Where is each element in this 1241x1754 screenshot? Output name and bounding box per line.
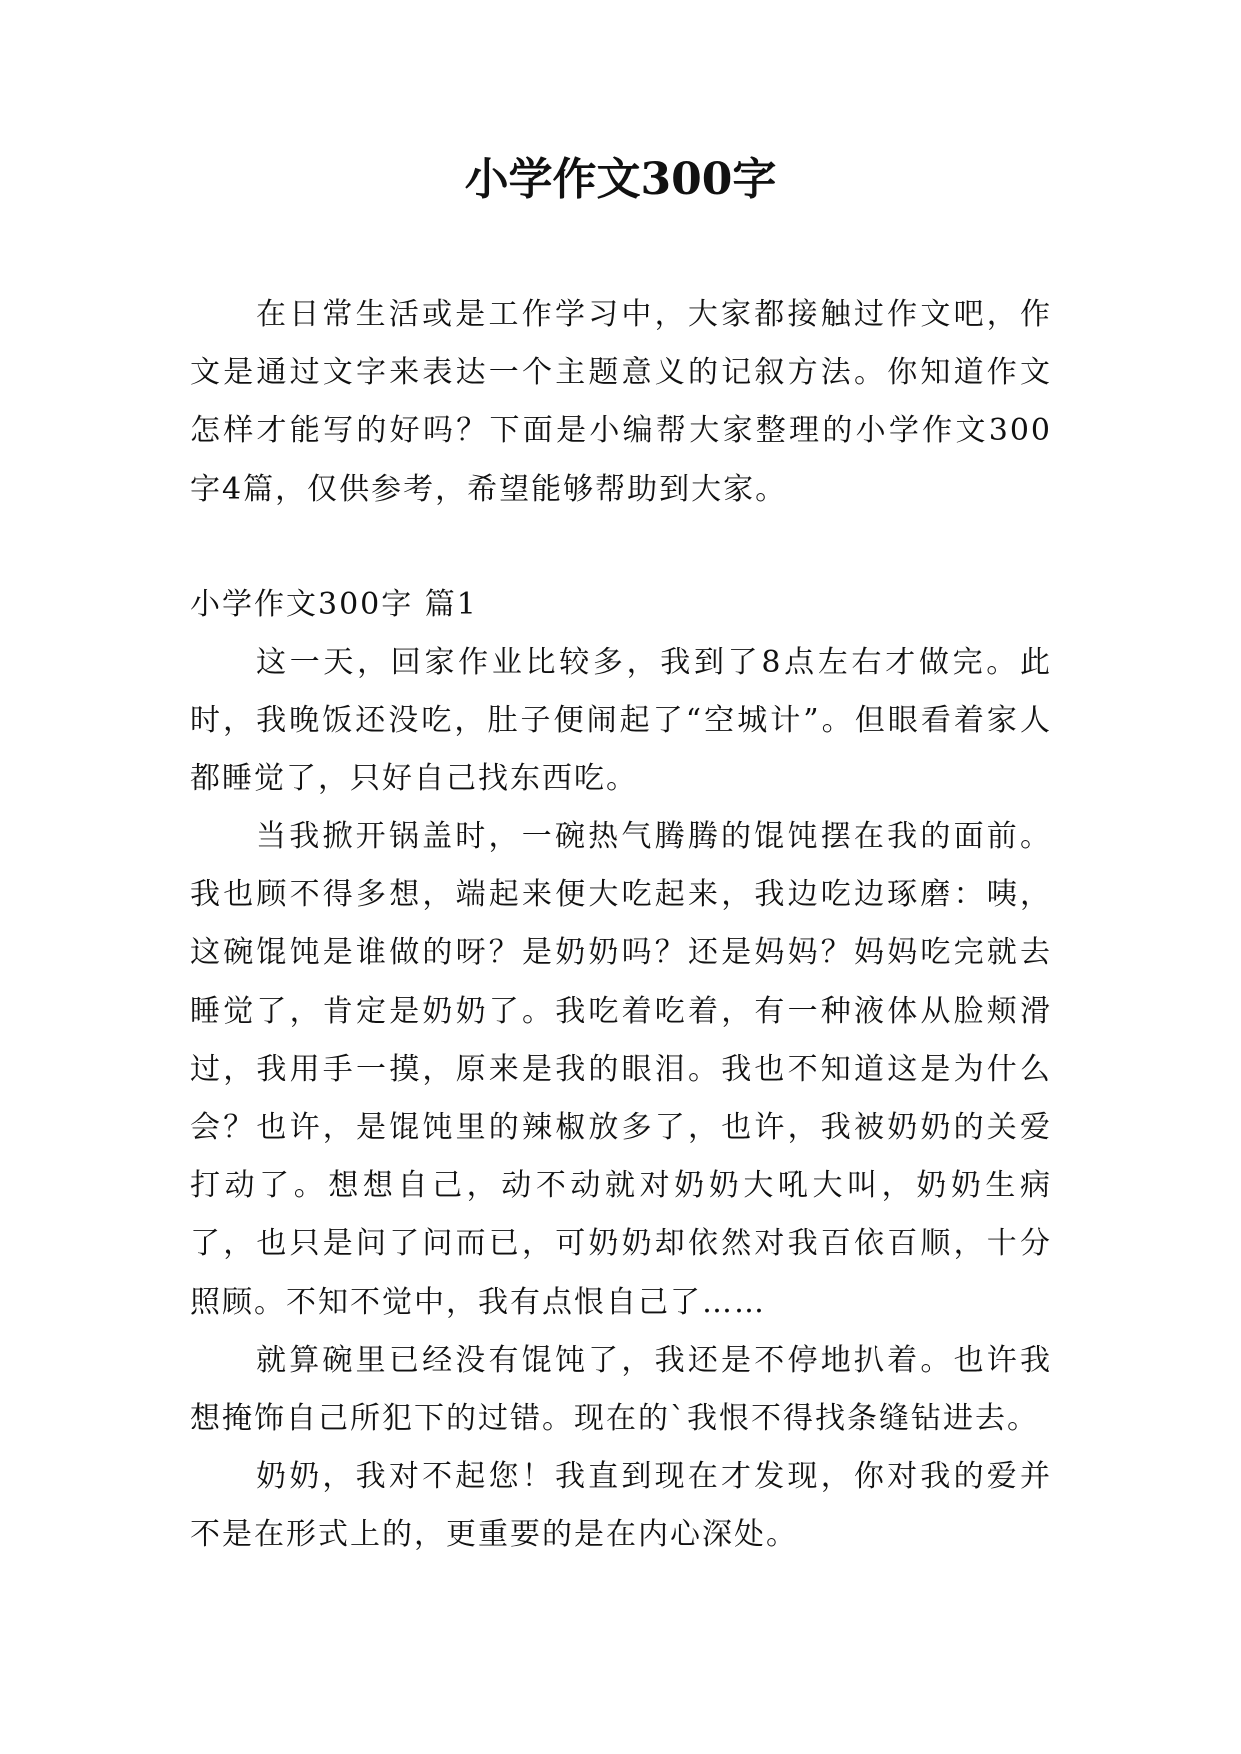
essay-paragraph-2: 当我掀开锅盖时，一碗热气腾腾的馄饨摆在我的面前。我也顾不得多想，端起来便大吃起来，我边吃边琢磨：咦，这碗馄饨是谁做的呀？是奶奶吗？还是妈妈？妈妈吃完就去睡觉了，肯定是奶奶了。我吃着吃着，有一种液体从脸颊滑过，我用手一摸，原来是我的眼泪。我也不知道这是为什么会？也许，是馄饨里的辣椒放多了，也许，我被奶奶的关爱打动了。想想自己，动不动就对奶奶大吼大叫，奶奶生病了，也只是问了问而已，可奶奶却依然对我百依百顺，十分照顾。不知不觉中，我有点恨自己了…… — [190, 819, 1052, 1320]
essay-paragraph-3: 就算碗里已经没有馄饨了，我还是不停地扒着。也许我想掩饰自己所犯下的过错。现在的`我恨不得找条缝钻进去。 — [190, 1343, 1052, 1437]
document-title: 小学作文300字 — [464, 154, 777, 205]
section-heading: 小学作文300字 篇1 — [190, 587, 478, 622]
essay-paragraph-1: 这一天，回家作业比较多，我到了8点左右才做完。此时，我晚饭还没吃，肚子便闹起了“空城计”。但眼看着家人都睡觉了，只好自己找东西吃。 — [190, 645, 1052, 797]
essay-paragraph-4: 奶奶，我对不起您！我直到现在才发现，你对我的爱并不是在形式上的，更重要的是在内心深处。 — [190, 1459, 1052, 1553]
intro-paragraph: 在日常生活或是工作学习中，大家都接触过作文吧，作文是通过文字来表达一个主题意义的记叙方法。你知道作文怎样才能写的好吗？下面是小编帮大家整理的小学作文300字4篇，仅供参考，希望能够帮助到大家。 — [190, 297, 1052, 507]
